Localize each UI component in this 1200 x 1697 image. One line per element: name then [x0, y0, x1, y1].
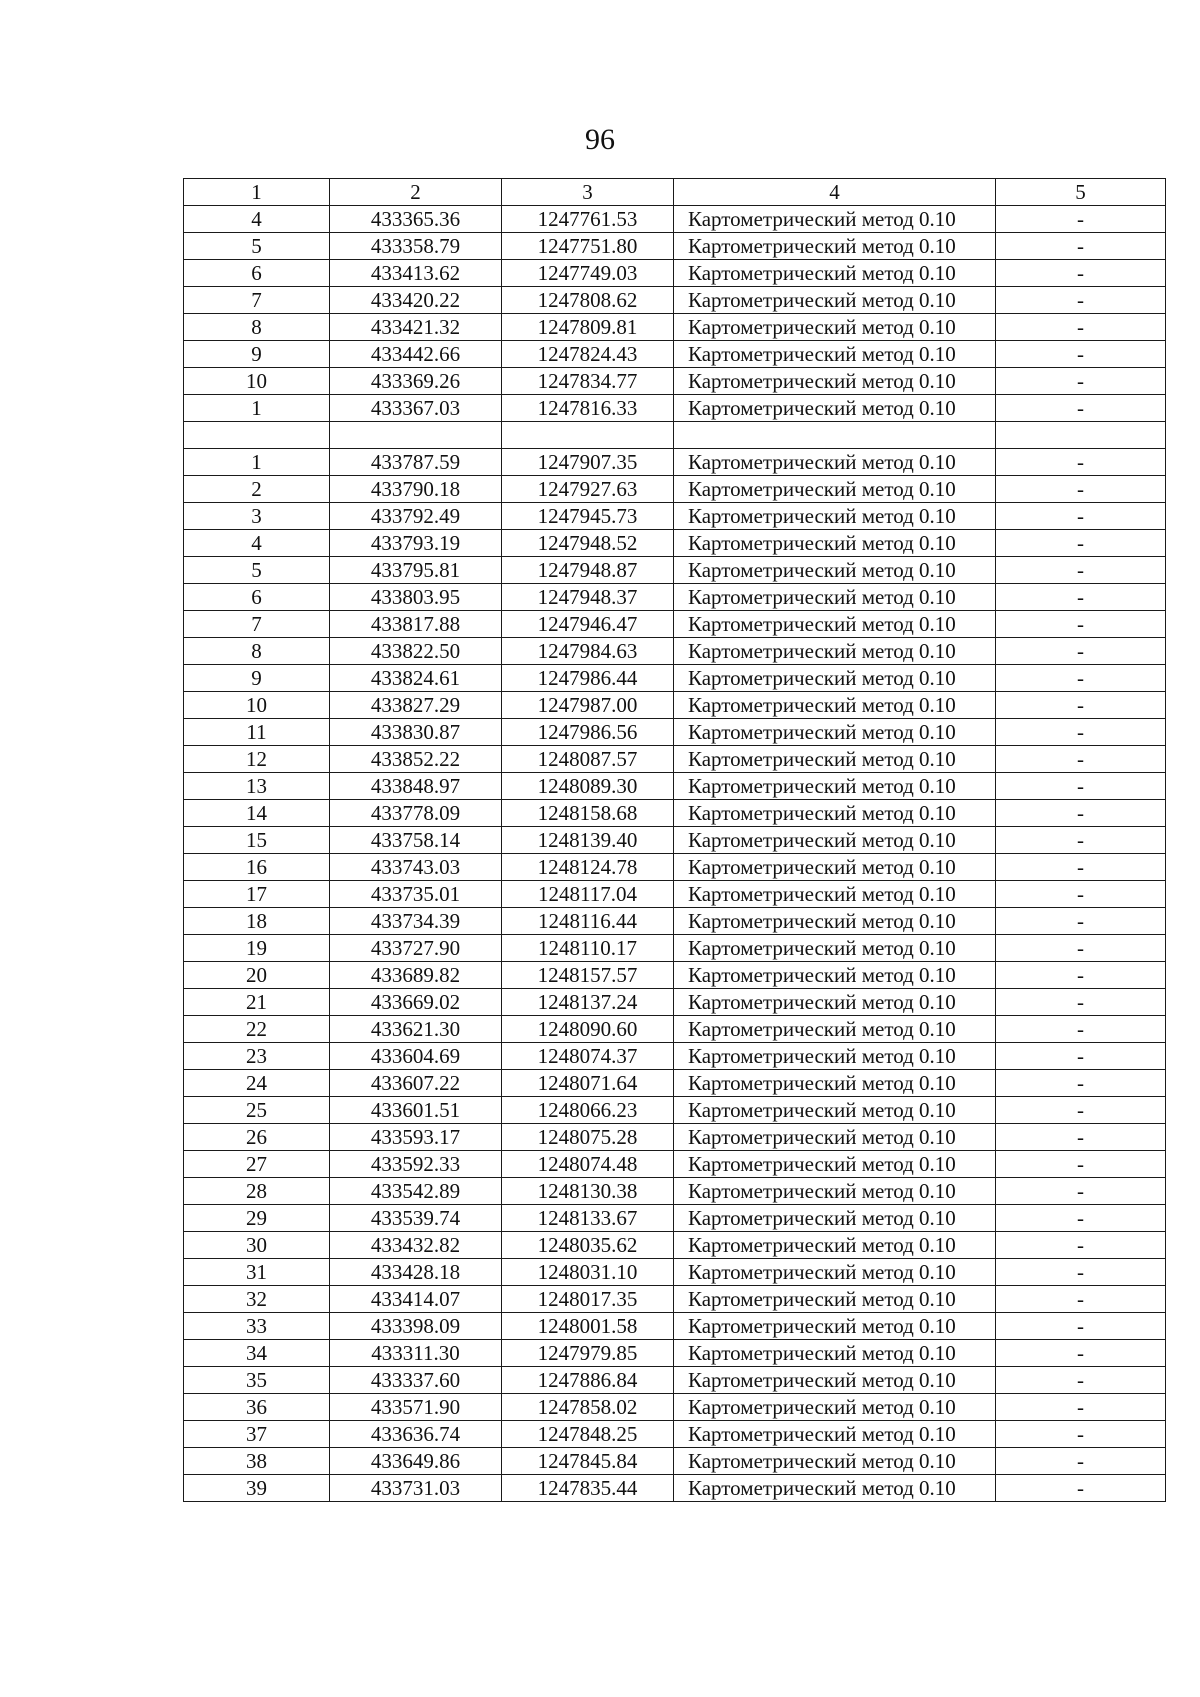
point-number-cell: 13 [184, 773, 330, 800]
y-coordinate-cell: 1247835.44 [502, 1475, 674, 1502]
x-coordinate-cell: 433689.82 [330, 962, 502, 989]
error-cell: - [996, 638, 1166, 665]
x-coordinate-cell: 433649.86 [330, 1448, 502, 1475]
y-coordinate-cell: 1247948.52 [502, 530, 674, 557]
method-cell: Картометрический метод 0.10 [674, 1367, 996, 1394]
table-row [184, 1340, 1166, 1367]
point-number-cell: 31 [184, 1259, 330, 1286]
error-cell: - [996, 989, 1166, 1016]
method-cell: Картометрический метод 0.10 [674, 584, 996, 611]
y-coordinate-cell: 1247986.56 [502, 719, 674, 746]
header-row [184, 179, 1166, 206]
error-cell: - [996, 1178, 1166, 1205]
x-coordinate-cell: 433593.17 [330, 1124, 502, 1151]
point-number-cell: 17 [184, 881, 330, 908]
y-coordinate-cell: 1247946.47 [502, 611, 674, 638]
x-coordinate-cell: 433830.87 [330, 719, 502, 746]
x-coordinate-cell: 433790.18 [330, 476, 502, 503]
empty-cell [996, 422, 1166, 449]
table-row [184, 1448, 1166, 1475]
error-cell: - [996, 854, 1166, 881]
table-row [184, 584, 1166, 611]
x-coordinate-cell: 433604.69 [330, 1043, 502, 1070]
group-separator-row [184, 422, 1166, 449]
error-cell: - [996, 1286, 1166, 1313]
x-coordinate-cell: 433539.74 [330, 1205, 502, 1232]
empty-cell [330, 422, 502, 449]
x-coordinate-cell: 433817.88 [330, 611, 502, 638]
point-number-cell: 33 [184, 1313, 330, 1340]
x-coordinate-cell: 433428.18 [330, 1259, 502, 1286]
point-number-cell: 20 [184, 962, 330, 989]
error-cell: - [996, 1448, 1166, 1475]
y-coordinate-cell: 1247948.87 [502, 557, 674, 584]
x-coordinate-cell: 433824.61 [330, 665, 502, 692]
x-coordinate-cell: 433365.36 [330, 206, 502, 233]
table-row [184, 800, 1166, 827]
method-cell: Картометрический метод 0.10 [674, 719, 996, 746]
y-coordinate-cell: 1247987.00 [502, 692, 674, 719]
x-coordinate-cell: 433743.03 [330, 854, 502, 881]
point-number-cell: 29 [184, 1205, 330, 1232]
point-number-cell: 36 [184, 1394, 330, 1421]
error-cell: - [996, 773, 1166, 800]
method-cell: Картометрический метод 0.10 [674, 935, 996, 962]
method-cell: Картометрический метод 0.10 [674, 233, 996, 260]
error-cell: - [996, 692, 1166, 719]
x-coordinate-cell: 433852.22 [330, 746, 502, 773]
point-number-cell: 10 [184, 368, 330, 395]
point-number-cell: 5 [184, 233, 330, 260]
method-cell: Картометрический метод 0.10 [674, 368, 996, 395]
error-cell: - [996, 260, 1166, 287]
y-coordinate-cell: 1247848.25 [502, 1421, 674, 1448]
table-row [184, 260, 1166, 287]
point-number-cell: 27 [184, 1151, 330, 1178]
point-number-cell: 35 [184, 1367, 330, 1394]
table-row [184, 341, 1166, 368]
y-coordinate-cell: 1247945.73 [502, 503, 674, 530]
y-coordinate-cell: 1248074.37 [502, 1043, 674, 1070]
method-cell: Картометрический метод 0.10 [674, 1259, 996, 1286]
method-cell: Картометрический метод 0.10 [674, 449, 996, 476]
y-coordinate-cell: 1247858.02 [502, 1394, 674, 1421]
method-cell: Картометрический метод 0.10 [674, 476, 996, 503]
y-coordinate-cell: 1248157.57 [502, 962, 674, 989]
y-coordinate-cell: 1247979.85 [502, 1340, 674, 1367]
y-coordinate-cell: 1247845.84 [502, 1448, 674, 1475]
table-row [184, 1259, 1166, 1286]
method-cell: Картометрический метод 0.10 [674, 746, 996, 773]
table-row [184, 206, 1166, 233]
method-cell: Картометрический метод 0.10 [674, 1340, 996, 1367]
error-cell: - [996, 800, 1166, 827]
point-number-cell: 14 [184, 800, 330, 827]
table-body [184, 179, 1166, 1502]
empty-cell [674, 422, 996, 449]
method-cell: Картометрический метод 0.10 [674, 989, 996, 1016]
x-coordinate-cell: 433367.03 [330, 395, 502, 422]
point-number-cell: 5 [184, 557, 330, 584]
x-coordinate-cell: 433607.22 [330, 1070, 502, 1097]
point-number-cell: 16 [184, 854, 330, 881]
table-row [184, 287, 1166, 314]
point-number-cell: 6 [184, 260, 330, 287]
method-cell: Картометрический метод 0.10 [674, 260, 996, 287]
error-cell: - [996, 1340, 1166, 1367]
table-row [184, 1286, 1166, 1313]
point-number-cell: 1 [184, 449, 330, 476]
table-row [184, 476, 1166, 503]
error-cell: - [996, 746, 1166, 773]
x-coordinate-cell: 433621.30 [330, 1016, 502, 1043]
table-row [184, 557, 1166, 584]
error-cell: - [996, 665, 1166, 692]
point-number-cell: 34 [184, 1340, 330, 1367]
y-coordinate-cell: 1247907.35 [502, 449, 674, 476]
y-coordinate-cell: 1248017.35 [502, 1286, 674, 1313]
x-coordinate-cell: 433398.09 [330, 1313, 502, 1340]
y-coordinate-cell: 1248133.67 [502, 1205, 674, 1232]
error-cell: - [996, 962, 1166, 989]
method-cell: Картометрический метод 0.10 [674, 1070, 996, 1097]
y-coordinate-cell: 1247948.37 [502, 584, 674, 611]
method-cell: Картометрический метод 0.10 [674, 800, 996, 827]
point-number-cell: 39 [184, 1475, 330, 1502]
x-coordinate-cell: 433311.30 [330, 1340, 502, 1367]
method-cell: Картометрический метод 0.10 [674, 287, 996, 314]
error-cell: - [996, 1097, 1166, 1124]
table-row [184, 530, 1166, 557]
table-row [184, 665, 1166, 692]
point-number-cell: 21 [184, 989, 330, 1016]
x-coordinate-cell: 433758.14 [330, 827, 502, 854]
x-coordinate-cell: 433432.82 [330, 1232, 502, 1259]
method-cell: Картометрический метод 0.10 [674, 1097, 996, 1124]
y-coordinate-cell: 1248158.68 [502, 800, 674, 827]
point-number-cell: 37 [184, 1421, 330, 1448]
point-number-cell: 6 [184, 584, 330, 611]
error-cell: - [996, 908, 1166, 935]
table-row [184, 503, 1166, 530]
error-cell: - [996, 1232, 1166, 1259]
point-number-cell: 25 [184, 1097, 330, 1124]
y-coordinate-cell: 1247751.80 [502, 233, 674, 260]
point-number-cell: 30 [184, 1232, 330, 1259]
y-coordinate-cell: 1247824.43 [502, 341, 674, 368]
method-cell: Картометрический метод 0.10 [674, 665, 996, 692]
x-coordinate-cell: 433827.29 [330, 692, 502, 719]
point-number-cell: 15 [184, 827, 330, 854]
error-cell: - [996, 476, 1166, 503]
y-coordinate-cell: 1248090.60 [502, 1016, 674, 1043]
x-coordinate-cell: 433848.97 [330, 773, 502, 800]
error-cell: - [996, 503, 1166, 530]
y-coordinate-cell: 1247834.77 [502, 368, 674, 395]
error-cell: - [996, 1016, 1166, 1043]
x-coordinate-cell: 433571.90 [330, 1394, 502, 1421]
x-coordinate-cell: 433592.33 [330, 1151, 502, 1178]
method-cell: Картометрический метод 0.10 [674, 908, 996, 935]
point-number-cell: 9 [184, 665, 330, 692]
y-coordinate-cell: 1247886.84 [502, 1367, 674, 1394]
point-number-cell: 7 [184, 287, 330, 314]
error-cell: - [996, 719, 1166, 746]
y-coordinate-cell: 1248124.78 [502, 854, 674, 881]
error-cell: - [996, 206, 1166, 233]
x-coordinate-cell: 433822.50 [330, 638, 502, 665]
y-coordinate-cell: 1247749.03 [502, 260, 674, 287]
method-cell: Картометрический метод 0.10 [674, 1313, 996, 1340]
table-row [184, 1394, 1166, 1421]
x-coordinate-cell: 433337.60 [330, 1367, 502, 1394]
table-row [184, 746, 1166, 773]
y-coordinate-cell: 1248031.10 [502, 1259, 674, 1286]
x-coordinate-cell: 433792.49 [330, 503, 502, 530]
error-cell: - [996, 1070, 1166, 1097]
table-row [184, 1232, 1166, 1259]
error-cell: - [996, 584, 1166, 611]
method-cell: Картометрический метод 0.10 [674, 1016, 996, 1043]
point-number-cell: 28 [184, 1178, 330, 1205]
table-row [184, 854, 1166, 881]
method-cell: Картометрический метод 0.10 [674, 1286, 996, 1313]
method-cell: Картометрический метод 0.10 [674, 206, 996, 233]
point-number-cell: 3 [184, 503, 330, 530]
point-number-cell: 32 [184, 1286, 330, 1313]
y-coordinate-cell: 1248130.38 [502, 1178, 674, 1205]
table-row [184, 1097, 1166, 1124]
header-cell-1: 1 [184, 179, 330, 206]
point-number-cell: 8 [184, 638, 330, 665]
method-cell: Картометрический метод 0.10 [674, 638, 996, 665]
x-coordinate-cell: 433420.22 [330, 287, 502, 314]
point-number-cell: 10 [184, 692, 330, 719]
y-coordinate-cell: 1248066.23 [502, 1097, 674, 1124]
x-coordinate-cell: 433358.79 [330, 233, 502, 260]
header-cell-5: 5 [996, 179, 1166, 206]
error-cell: - [996, 449, 1166, 476]
table-row [184, 1205, 1166, 1232]
error-cell: - [996, 368, 1166, 395]
x-coordinate-cell: 433787.59 [330, 449, 502, 476]
method-cell: Картометрический метод 0.10 [674, 341, 996, 368]
point-number-cell: 1 [184, 395, 330, 422]
x-coordinate-cell: 433601.51 [330, 1097, 502, 1124]
table-row [184, 908, 1166, 935]
x-coordinate-cell: 433669.02 [330, 989, 502, 1016]
point-number-cell: 11 [184, 719, 330, 746]
method-cell: Картометрический метод 0.10 [674, 1475, 996, 1502]
error-cell: - [996, 827, 1166, 854]
x-coordinate-cell: 433413.62 [330, 260, 502, 287]
method-cell: Картометрический метод 0.10 [674, 1394, 996, 1421]
table-row [184, 692, 1166, 719]
error-cell: - [996, 1421, 1166, 1448]
method-cell: Картометрический метод 0.10 [674, 557, 996, 584]
method-cell: Картометрический метод 0.10 [674, 881, 996, 908]
method-cell: Картометрический метод 0.10 [674, 773, 996, 800]
error-cell: - [996, 1124, 1166, 1151]
method-cell: Картометрический метод 0.10 [674, 314, 996, 341]
x-coordinate-cell: 433542.89 [330, 1178, 502, 1205]
table-row [184, 233, 1166, 260]
x-coordinate-cell: 433731.03 [330, 1475, 502, 1502]
table-row [184, 719, 1166, 746]
table-row [184, 638, 1166, 665]
table-row [184, 1016, 1166, 1043]
header-cell-2: 2 [330, 179, 502, 206]
y-coordinate-cell: 1248139.40 [502, 827, 674, 854]
y-coordinate-cell: 1248116.44 [502, 908, 674, 935]
y-coordinate-cell: 1248074.48 [502, 1151, 674, 1178]
x-coordinate-cell: 433734.39 [330, 908, 502, 935]
x-coordinate-cell: 433414.07 [330, 1286, 502, 1313]
y-coordinate-cell: 1247808.62 [502, 287, 674, 314]
method-cell: Картометрический метод 0.10 [674, 1448, 996, 1475]
table-row [184, 1367, 1166, 1394]
y-coordinate-cell: 1248075.28 [502, 1124, 674, 1151]
table-row [184, 1421, 1166, 1448]
point-number-cell: 4 [184, 206, 330, 233]
error-cell: - [996, 1259, 1166, 1286]
method-cell: Картометрический метод 0.10 [674, 530, 996, 557]
table-row [184, 773, 1166, 800]
error-cell: - [996, 1394, 1166, 1421]
method-cell: Картометрический метод 0.10 [674, 611, 996, 638]
y-coordinate-cell: 1247761.53 [502, 206, 674, 233]
x-coordinate-cell: 433727.90 [330, 935, 502, 962]
x-coordinate-cell: 433795.81 [330, 557, 502, 584]
error-cell: - [996, 1151, 1166, 1178]
y-coordinate-cell: 1248087.57 [502, 746, 674, 773]
y-coordinate-cell: 1248117.04 [502, 881, 674, 908]
table-row [184, 962, 1166, 989]
point-number-cell: 4 [184, 530, 330, 557]
error-cell: - [996, 395, 1166, 422]
table-row [184, 1313, 1166, 1340]
y-coordinate-cell: 1248137.24 [502, 989, 674, 1016]
method-cell: Картометрический метод 0.10 [674, 1421, 996, 1448]
error-cell: - [996, 233, 1166, 260]
coordinates-table [183, 178, 1166, 1502]
point-number-cell: 2 [184, 476, 330, 503]
table-row [184, 1124, 1166, 1151]
y-coordinate-cell: 1248071.64 [502, 1070, 674, 1097]
table-row [184, 395, 1166, 422]
page-number: 96 [585, 123, 615, 156]
table-row [184, 449, 1166, 476]
method-cell: Картометрический метод 0.10 [674, 1124, 996, 1151]
y-coordinate-cell: 1247816.33 [502, 395, 674, 422]
method-cell: Картометрический метод 0.10 [674, 854, 996, 881]
error-cell: - [996, 341, 1166, 368]
y-coordinate-cell: 1248089.30 [502, 773, 674, 800]
table-row [184, 1043, 1166, 1070]
point-number-cell: 12 [184, 746, 330, 773]
table-row [184, 611, 1166, 638]
method-cell: Картометрический метод 0.10 [674, 1178, 996, 1205]
y-coordinate-cell: 1248035.62 [502, 1232, 674, 1259]
method-cell: Картометрический метод 0.10 [674, 1151, 996, 1178]
error-cell: - [996, 1313, 1166, 1340]
table-row [184, 989, 1166, 1016]
error-cell: - [996, 611, 1166, 638]
y-coordinate-cell: 1247809.81 [502, 314, 674, 341]
table-row [184, 827, 1166, 854]
table-row [184, 1475, 1166, 1502]
point-number-cell: 7 [184, 611, 330, 638]
empty-cell [502, 422, 674, 449]
header-cell-3: 3 [502, 179, 674, 206]
error-cell: - [996, 1367, 1166, 1394]
x-coordinate-cell: 433442.66 [330, 341, 502, 368]
y-coordinate-cell: 1248001.58 [502, 1313, 674, 1340]
x-coordinate-cell: 433778.09 [330, 800, 502, 827]
point-number-cell: 19 [184, 935, 330, 962]
method-cell: Картометрический метод 0.10 [674, 692, 996, 719]
y-coordinate-cell: 1247986.44 [502, 665, 674, 692]
error-cell: - [996, 314, 1166, 341]
point-number-cell: 38 [184, 1448, 330, 1475]
x-coordinate-cell: 433369.26 [330, 368, 502, 395]
error-cell: - [996, 287, 1166, 314]
method-cell: Картометрический метод 0.10 [674, 1232, 996, 1259]
method-cell: Картометрический метод 0.10 [674, 827, 996, 854]
x-coordinate-cell: 433735.01 [330, 881, 502, 908]
point-number-cell: 24 [184, 1070, 330, 1097]
error-cell: - [996, 1475, 1166, 1502]
x-coordinate-cell: 433421.32 [330, 314, 502, 341]
method-cell: Картометрический метод 0.10 [674, 1205, 996, 1232]
point-number-cell: 8 [184, 314, 330, 341]
header-cell-4: 4 [674, 179, 996, 206]
point-number-cell: 18 [184, 908, 330, 935]
point-number-cell: 22 [184, 1016, 330, 1043]
error-cell: - [996, 557, 1166, 584]
table-row [184, 314, 1166, 341]
point-number-cell: 9 [184, 341, 330, 368]
y-coordinate-cell: 1248110.17 [502, 935, 674, 962]
error-cell: - [996, 530, 1166, 557]
method-cell: Картометрический метод 0.10 [674, 1043, 996, 1070]
error-cell: - [996, 935, 1166, 962]
x-coordinate-cell: 433803.95 [330, 584, 502, 611]
method-cell: Картометрический метод 0.10 [674, 962, 996, 989]
y-coordinate-cell: 1247927.63 [502, 476, 674, 503]
x-coordinate-cell: 433636.74 [330, 1421, 502, 1448]
table-row [184, 1151, 1166, 1178]
x-coordinate-cell: 433793.19 [330, 530, 502, 557]
table-row [184, 935, 1166, 962]
point-number-cell: 23 [184, 1043, 330, 1070]
error-cell: - [996, 1205, 1166, 1232]
table-row [184, 1178, 1166, 1205]
table-row [184, 881, 1166, 908]
method-cell: Картометрический метод 0.10 [674, 395, 996, 422]
table-row [184, 368, 1166, 395]
empty-cell [184, 422, 330, 449]
y-coordinate-cell: 1247984.63 [502, 638, 674, 665]
point-number-cell: 26 [184, 1124, 330, 1151]
method-cell: Картометрический метод 0.10 [674, 503, 996, 530]
error-cell: - [996, 1043, 1166, 1070]
error-cell: - [996, 881, 1166, 908]
table-row [184, 1070, 1166, 1097]
